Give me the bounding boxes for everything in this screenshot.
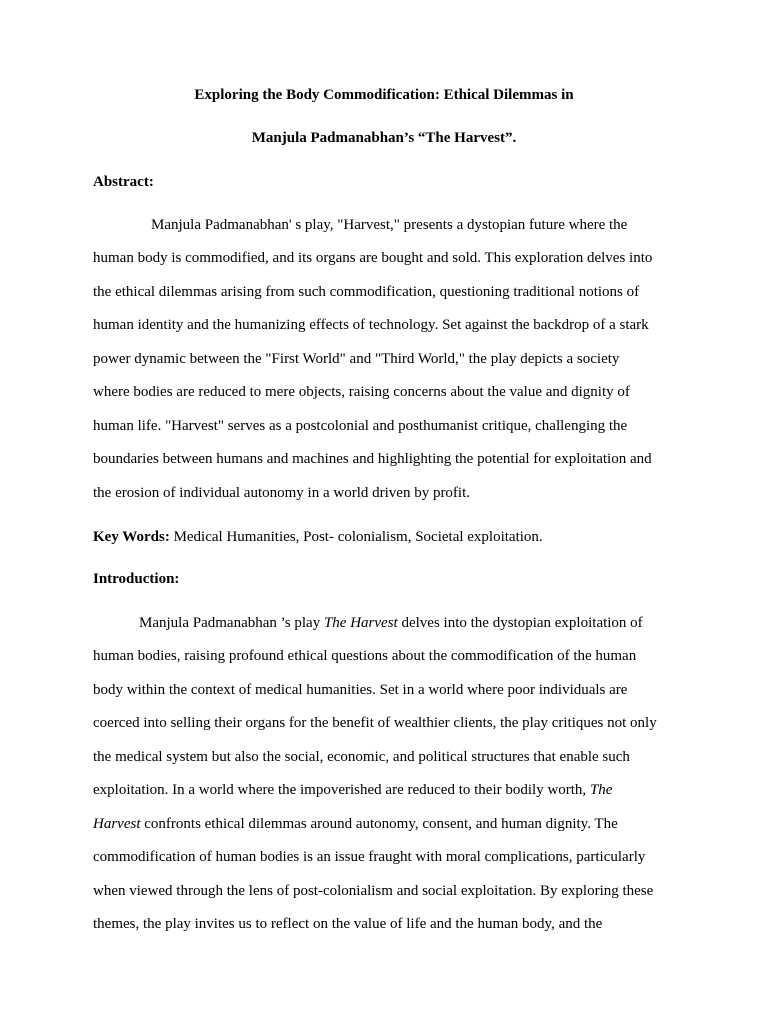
introduction-text-segment: exploitation. In a world where the impoverished are reduced to their bodily worth, xyxy=(93,782,587,799)
keywords-line xyxy=(93,521,543,555)
introduction-line xyxy=(93,808,657,842)
abstract-line: the ethical dilemmas arising from such commodification, questioning traditional notions of xyxy=(93,283,640,300)
introduction-line: commodification of human bodies is an issue fraught with moral complications, particularly xyxy=(93,849,646,866)
abstract-line: Manjula Padmanabhan' s play, "Harvest," presents a dystopian future where the xyxy=(151,216,628,233)
introduction-paragraph xyxy=(93,607,657,942)
abstract-line: human identity and the humanizing effects of technology. Set against the backdrop of a stark xyxy=(93,317,649,334)
introduction-line xyxy=(93,774,657,808)
abstract-line: the erosion of individual autonomy in a world driven by profit. xyxy=(93,484,471,501)
introduction-line: the medical system but also the social, economic, and political structures that enable such xyxy=(93,748,630,765)
abstract-line: boundaries between humans and machines and highlighting the potential for exploitation and xyxy=(93,451,652,468)
play-title-italic: The Harvest xyxy=(323,614,398,631)
abstract-line: power dynamic between the "First World" and "Third World," the play depicts a society xyxy=(93,350,620,367)
introduction-line: coerced into selling their organs for the benefit of wealthier clients, the play critiques not only xyxy=(93,715,657,732)
document-title-line-2: Manjula Padmanabhan’s “The Harvest”. xyxy=(251,129,517,146)
introduction-line: themes, the play invites us to reflect on the value of life and the human body, and the xyxy=(93,916,603,933)
introduction-text-segment: delves into the dystopian exploitation of xyxy=(401,614,643,631)
abstract-line: human life. "Harvest" serves as a postcolonial and posthumanist critique, challenging the xyxy=(93,417,628,434)
introduction-line: when viewed through the lens of post-colonialism and social exploitation. By exploring these xyxy=(93,882,654,899)
introduction-text-segment: Manjula Padmanabhan ’s play xyxy=(139,614,321,631)
introduction-heading: Introduction: xyxy=(93,570,180,587)
introduction-line: human bodies, raising profound ethical questions about the commodification of the human xyxy=(93,648,637,665)
abstract-paragraph xyxy=(93,209,652,511)
keywords-text: Medical Humanities, Post- colonialism, Societal exploitation. xyxy=(173,528,543,545)
play-title-italic: The xyxy=(589,782,613,799)
abstract-heading: Abstract: xyxy=(93,173,154,190)
keywords-label: Key Words: xyxy=(93,528,170,545)
document-title-line-1: Exploring the Body Commodification: Ethical Dilemmas in xyxy=(194,86,574,103)
introduction-line: body within the context of medical humanities. Set in a world where poor individuals are xyxy=(93,681,628,698)
introduction-line xyxy=(93,607,657,641)
introduction-text-segment: confronts ethical dilemmas around autonomy, consent, and human dignity. The xyxy=(144,815,618,832)
abstract-line: where bodies are reduced to mere objects, raising concerns about the value and dignity of xyxy=(93,384,630,401)
play-title-italic: Harvest xyxy=(93,815,141,832)
abstract-line: human body is commodified, and its organs are bought and sold. This exploration delves into xyxy=(93,250,653,267)
